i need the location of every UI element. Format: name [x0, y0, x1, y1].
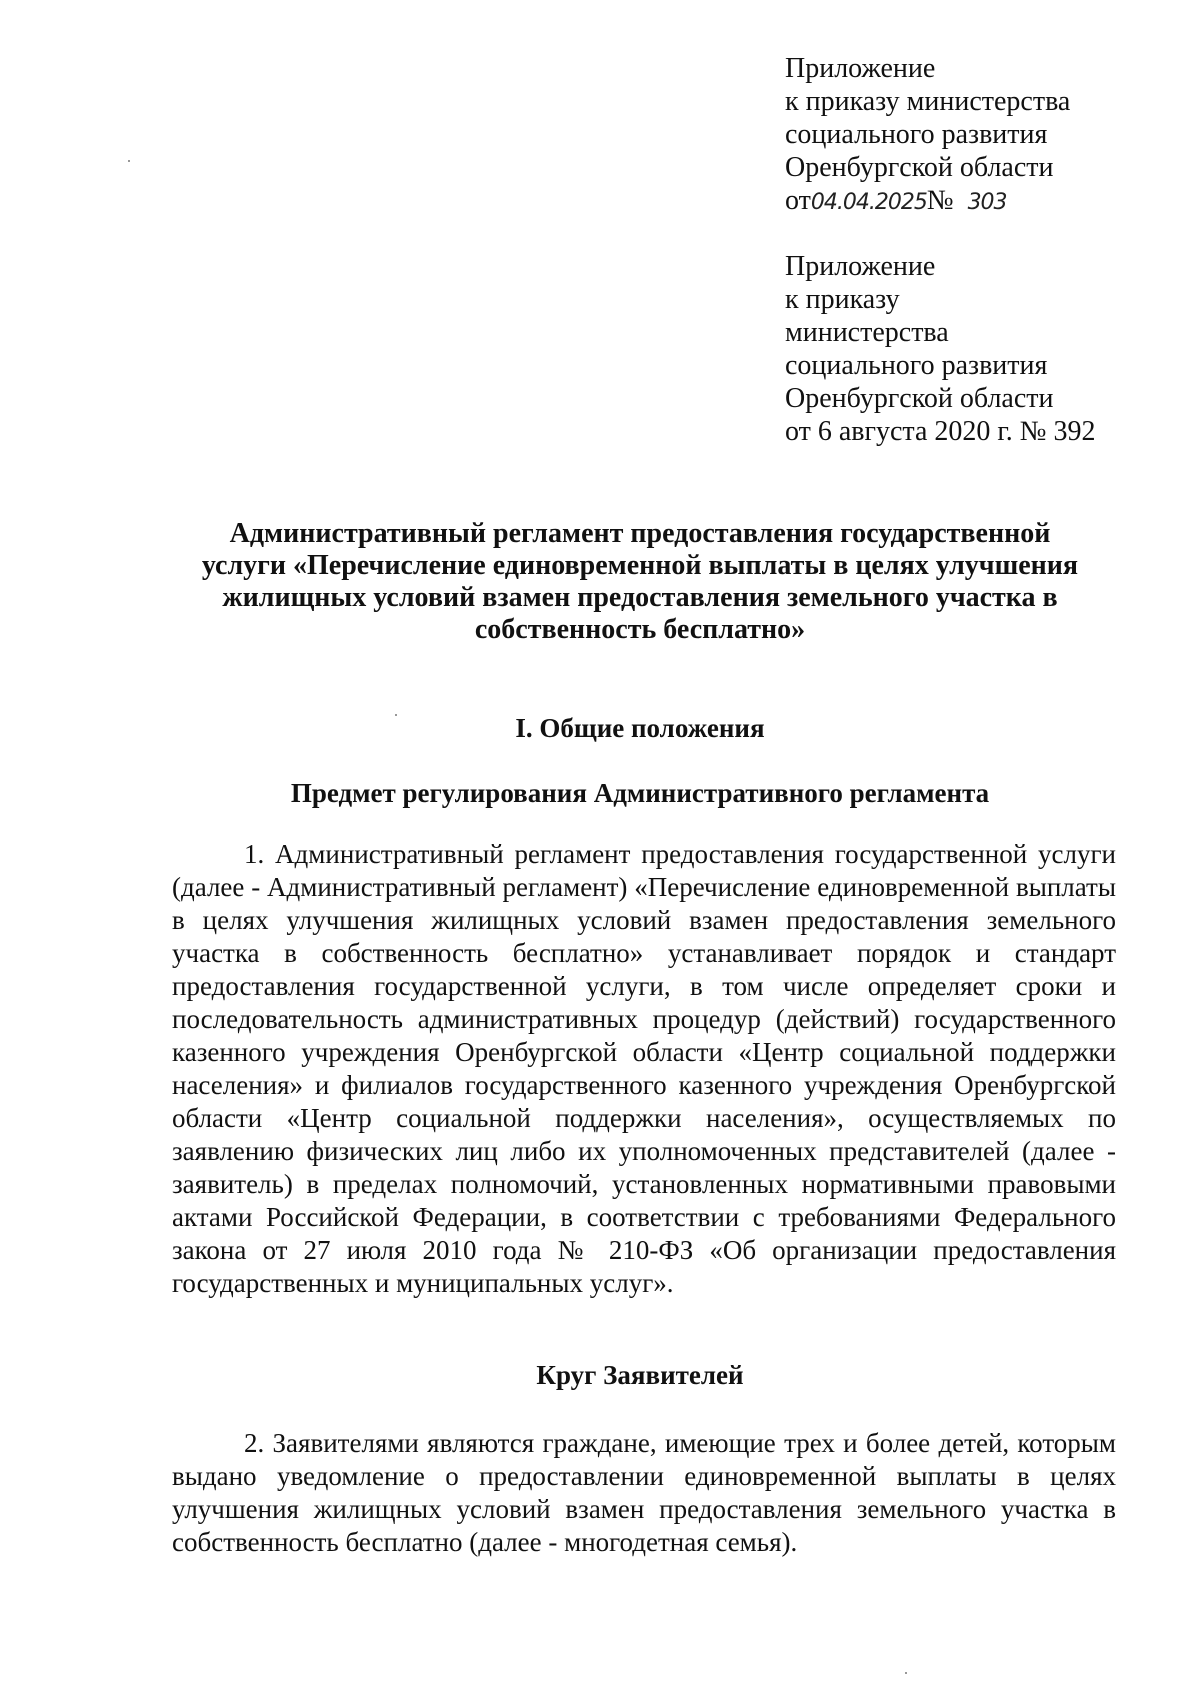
section-heading: I. Общие положения	[515, 713, 765, 743]
appendix-original-line: социального развития	[785, 350, 1048, 381]
paragraph-2: 2. Заявителями являются граждане, имеющие трех и более детей, которым выдано уведомление о предоставлении единовременной выплаты в целях улучшения жилищных условий взамен предоставления земельного участка в собственность бесплатно (далее - многодетная семья).	[172, 1428, 1116, 1557]
scan-speck	[905, 1672, 907, 1674]
appendix-current-line: к приказу министерства	[785, 86, 1071, 117]
handwritten-date: 04.04.2025	[810, 190, 927, 215]
subject-heading: Предмет регулирования Административного регламента	[290, 778, 990, 808]
document-title-line: собственность бесплатно»	[474, 614, 806, 645]
document-title-line: жилищных условий взамен предоставления земельного участка в	[222, 582, 1058, 613]
handwritten-number: 303	[967, 190, 1007, 215]
paragraph-1: 1. Административный регламент предоставления государственной услуги (далее - Административный регламент) «Перечисление единовременной выплаты в целях улучшения жилищных условий взамен предоставления земельного участка в собственность бесплатно» устанавливает порядок и стандарт предоставления государственной услуги, в том числе определяет сроки и последовательность административных процедур (действий) государственного казенного учреждения Оренбургской области «Центр социальной поддержки населения» и филиалов государственного казенного учреждения Оренбургской области «Центр социальной поддержки населения», осуществляемых по заявлению физических лиц либо их уполномоченных представителей (далее - заявитель) в пределах полномочий, установленных нормативными правовыми актами Российской Федерации, в соответствии с требованиями Федерального закона от 27 июля 2010 года № 210-ФЗ «Об организации предоставления государственных и муниципальных услуг».	[172, 839, 1116, 1298]
document-title-line: Административный регламент предоставления государственной	[229, 518, 1051, 549]
document-title-line: услуги «Перечисление единовременной выплаты в целях улучшения	[201, 550, 1079, 581]
document-title	[160, 518, 1120, 646]
scan-speck	[395, 714, 397, 716]
appendix-original-line: Оренбургской области	[785, 383, 1054, 414]
appendix-original-line: к приказу	[785, 284, 900, 315]
date-prefix: от	[785, 185, 811, 216]
scan-speck	[128, 160, 130, 162]
number-prefix: №	[926, 185, 954, 216]
appendix-current-line: Оренбургской области	[785, 152, 1054, 183]
applicants-heading: Круг Заявителей	[536, 1360, 744, 1390]
appendix-current-line: социального развития	[785, 119, 1048, 150]
appendix-original-line: Приложение	[785, 251, 936, 282]
appendix-original-block	[785, 250, 1095, 448]
appendix-current-block	[785, 52, 1070, 219]
appendix-current-date-line	[785, 184, 1070, 219]
appendix-current-line: Приложение	[785, 53, 936, 84]
appendix-original-line: от 6 августа 2020 г. № 392	[785, 416, 1096, 447]
appendix-original-line: министерства	[785, 317, 949, 348]
